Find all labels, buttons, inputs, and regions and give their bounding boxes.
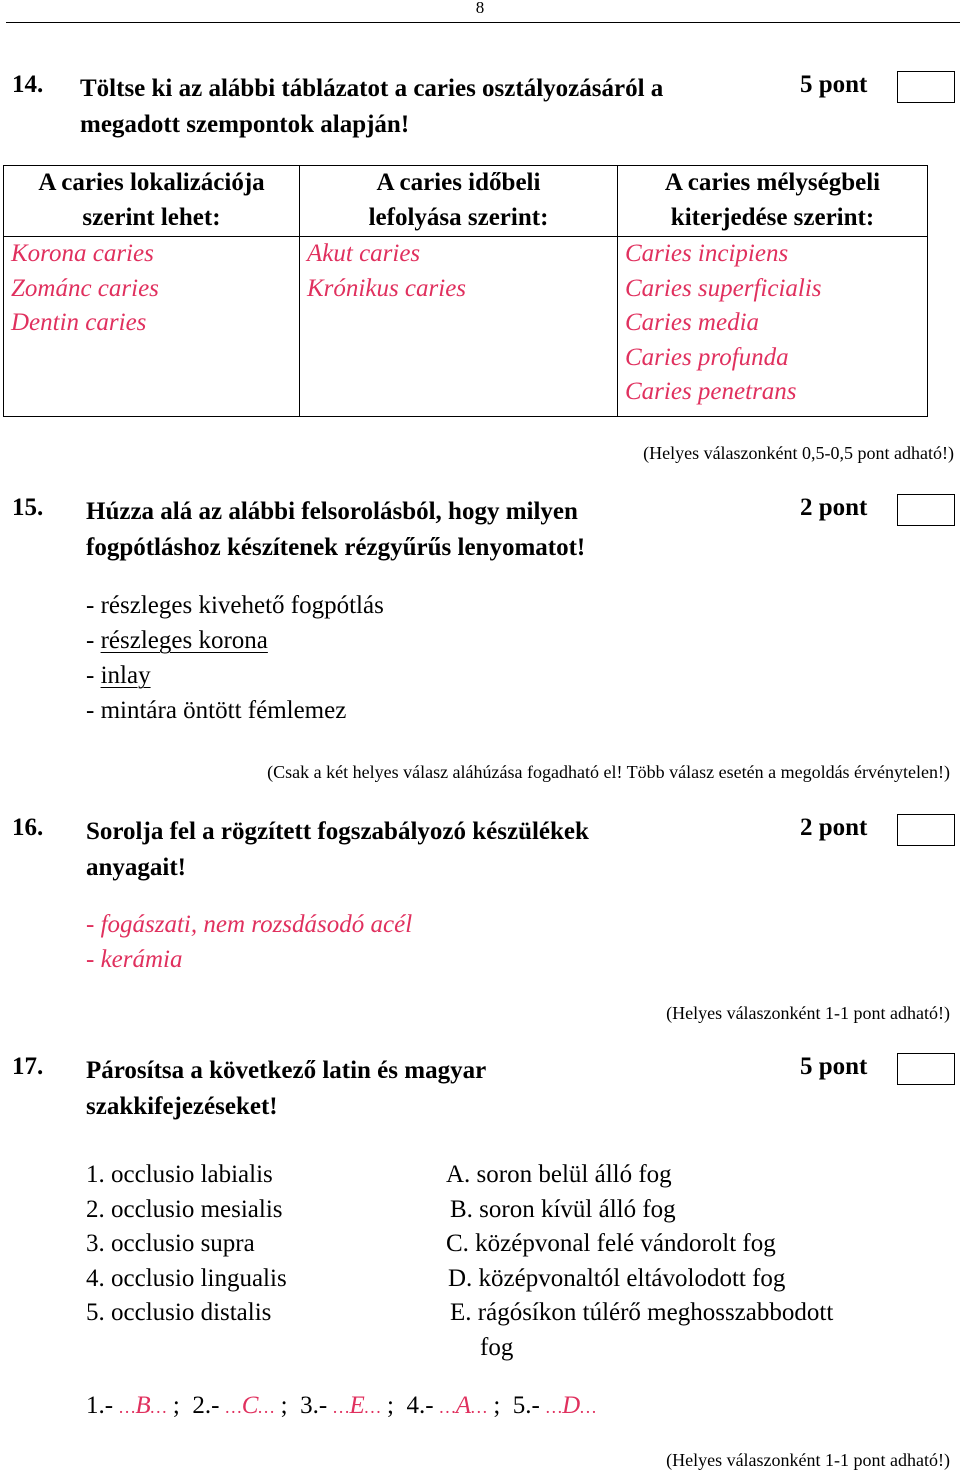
list-item: 1. occlusio labialis: [86, 1161, 273, 1188]
answer-item: Krónikus caries: [307, 274, 467, 302]
page-number: 8: [475, 0, 485, 17]
q14-note: (Helyes válaszonként 0,5-0,5 pont adható!): [643, 443, 954, 463]
list-item: E. rágósíkon túlérő meghosszabbodott: [450, 1299, 834, 1327]
q15-score-box[interactable]: [897, 494, 955, 526]
answer-item: Dentin caries: [11, 309, 147, 336]
table-header-localization: A caries lokalizációja szerint lehet:: [4, 166, 300, 237]
q15-options-list: [86, 588, 384, 728]
q17-number: 17.: [12, 1053, 44, 1080]
answer-pair[interactable]: 2.- …C… ;: [192, 1392, 288, 1419]
q15-text-line1: Húzza alá az alábbi felsorolásból, hogy milyen: [86, 498, 578, 525]
q14-text-line2: megadott szempontok alapján!: [80, 111, 410, 138]
q15-points: 2 pont: [800, 494, 868, 521]
list-item: C. középvonal felé vándorolt fog: [446, 1230, 776, 1258]
q17-text-line2: szakkifejezéseket!: [86, 1093, 278, 1120]
q15-text-line2: fogpótláshoz készítenek rézgyűrűs lenyomatot!: [86, 534, 586, 561]
q17-answer-line: [86, 1392, 596, 1420]
answer-item: Caries superficialis: [625, 274, 822, 302]
answer-item: - fogászati, nem rozsdásodó acél: [86, 911, 413, 938]
answer-item: - kerámia: [86, 945, 183, 973]
answer-item: Caries profunda: [625, 343, 789, 371]
q14-score-box[interactable]: [897, 71, 955, 103]
table-cell-duration-answers: [300, 237, 618, 417]
caries-classification-table: [3, 165, 928, 417]
underlined-answer: inlay: [100, 662, 151, 689]
answer-item: Zománc caries: [11, 274, 159, 302]
table-cell-depth-answers: [618, 237, 928, 417]
q14-text: [80, 71, 663, 143]
q16-text-line1: Sorolja fel a rögzített fogszabályozó készülékek: [86, 818, 589, 845]
q16-answers: [86, 908, 412, 977]
answer-item: Korona caries: [11, 240, 154, 267]
answer-item: Caries incipiens: [625, 240, 789, 267]
q16-number: 16.: [12, 814, 44, 841]
list-item[interactable]: - részleges korona: [86, 627, 268, 654]
answer-item: Akut caries: [307, 240, 421, 267]
list-item[interactable]: - részleges kivehető fogpótlás: [86, 592, 384, 619]
q14-points: 5 pont: [800, 71, 868, 98]
q17-points: 5 pont: [800, 1053, 868, 1080]
q17-note: (Helyes válaszonként 1-1 pont adható!): [666, 1450, 950, 1470]
q16-points: 2 pont: [800, 814, 868, 841]
q14-text-line1: Töltse ki az alábbi táblázatot a caries osztályozásáról a: [80, 75, 664, 102]
header-rule: [6, 22, 960, 23]
answer-item: Caries media: [625, 309, 760, 336]
q16-note: (Helyes válaszonként 1-1 pont adható!): [666, 1003, 950, 1023]
table-header-duration: A caries időbeli lefolyása szerint:: [300, 166, 618, 237]
answer-item: Caries penetrans: [625, 378, 797, 405]
q17-hungarian-list: [446, 1158, 833, 1366]
list-item: B. soron kívül álló fog: [450, 1195, 676, 1223]
q14-number: 14.: [12, 71, 44, 98]
answer-pair[interactable]: 5.- …D…: [512, 1392, 597, 1419]
list-item[interactable]: - inlay: [86, 662, 151, 689]
list-item[interactable]: - mintára öntött fémlemez: [86, 697, 347, 724]
list-item: A. soron belül álló fog: [446, 1161, 672, 1188]
underlined-answer: részleges korona: [100, 627, 268, 654]
q16-score-box[interactable]: [897, 814, 955, 846]
q15-note: (Csak a két helyes válasz aláhúzása fogadható el! Több válasz esetén a megoldás érvénytelen!): [267, 762, 950, 782]
q17-score-box[interactable]: [897, 1053, 955, 1085]
q17-latin-list: [86, 1158, 287, 1331]
q17-text: [86, 1053, 486, 1125]
list-item: D. középvonaltól eltávolodott fog: [448, 1264, 786, 1292]
table-header-depth: A caries mélységbeli kiterjedése szerint:: [618, 166, 928, 237]
list-item: 4. occlusio lingualis: [86, 1264, 287, 1292]
list-item: 5. occlusio distalis: [86, 1299, 272, 1327]
q16-text: [86, 814, 589, 886]
q15-number: 15.: [12, 494, 44, 521]
answer-pair[interactable]: 4.- …A… ;: [406, 1392, 501, 1419]
q15-text: [86, 494, 585, 566]
list-item-continuation: fog: [480, 1333, 514, 1361]
table-cell-localization-answers: [4, 237, 300, 417]
answer-pair[interactable]: 1.- …B… ;: [86, 1392, 180, 1419]
answer-pair[interactable]: 3.- …E… ;: [300, 1392, 394, 1419]
list-item: 3. occlusio supra: [86, 1230, 255, 1258]
q16-text-line2: anyagait!: [86, 854, 186, 881]
list-item: 2. occlusio mesialis: [86, 1195, 283, 1223]
q17-text-line1: Párosítsa a következő latin és magyar: [86, 1057, 487, 1084]
